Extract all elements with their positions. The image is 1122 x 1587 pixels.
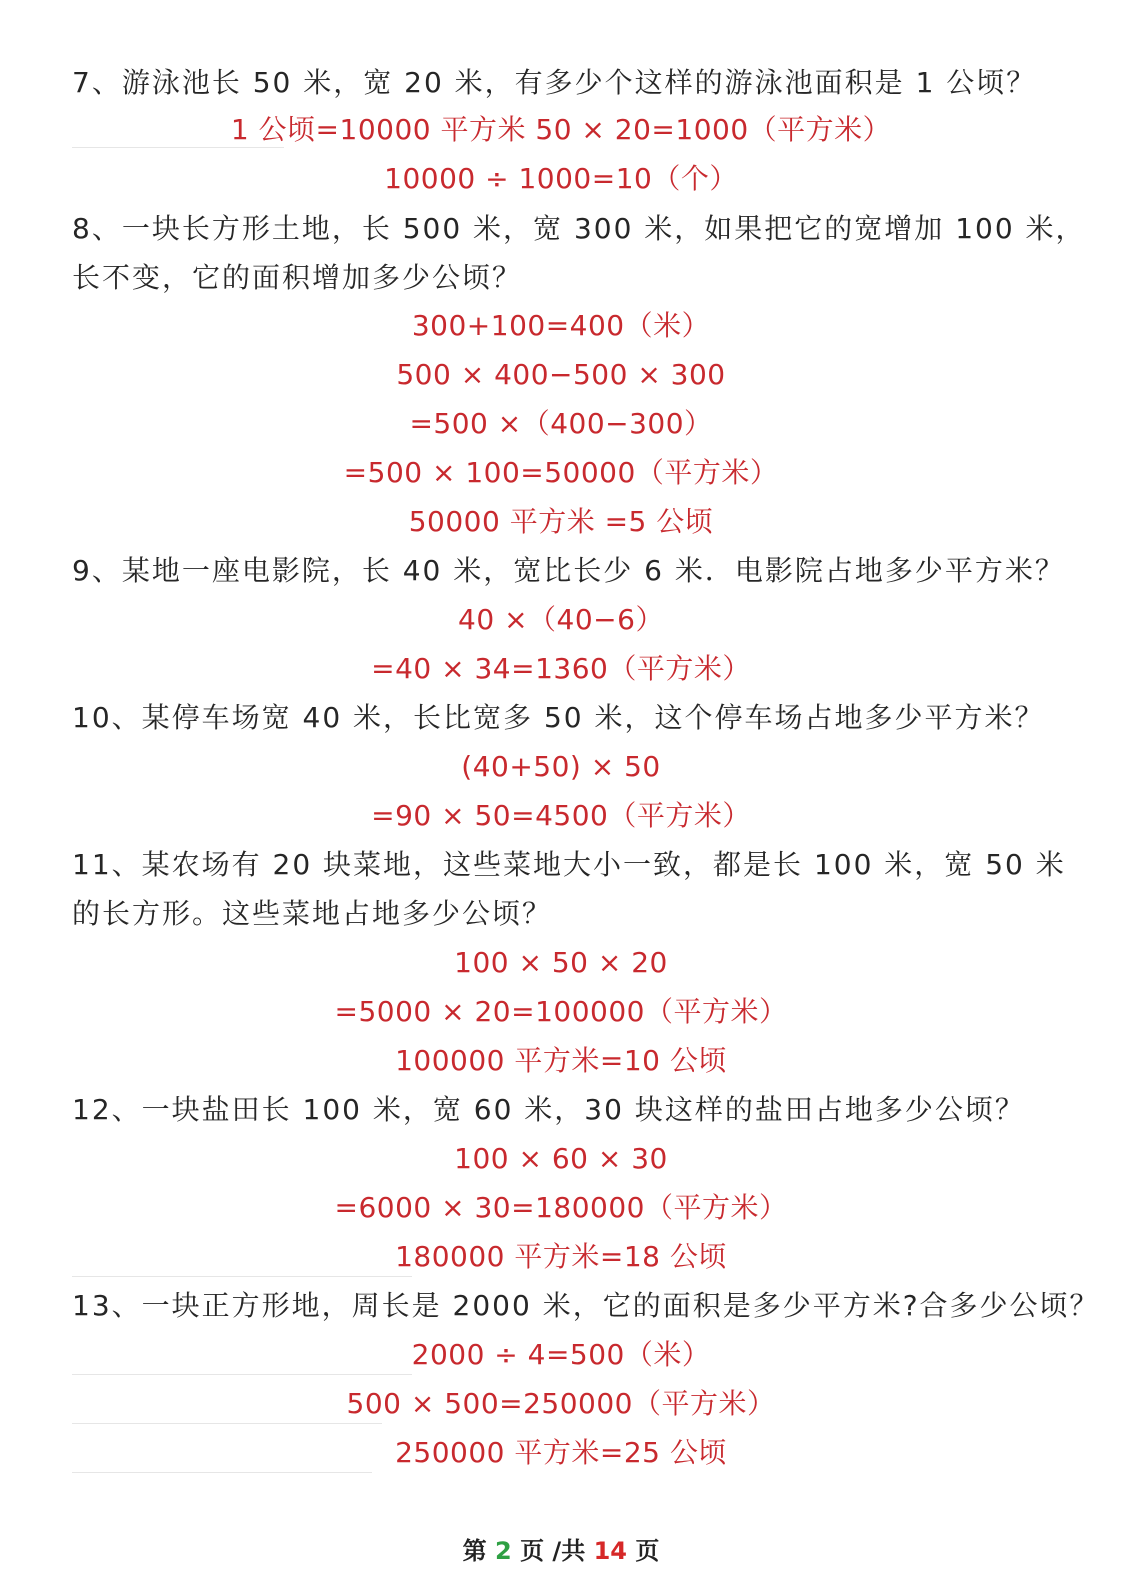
- problem-12-answer-line-1: 100 × 60 × 30: [454, 1142, 668, 1175]
- problem-9-answer-line-1: 40 ×（40−6）: [458, 603, 664, 636]
- total-pages-number: 14: [593, 1537, 627, 1565]
- problem-13-answer-line-3: 250000 平方米=25 公顷: [395, 1436, 727, 1469]
- problem-11-answer-line-2: =5000 × 20=100000（平方米）: [334, 995, 788, 1028]
- problem-7-answer-line-2: 10000 ÷ 1000=10（个）: [384, 162, 738, 195]
- problem-7-answer-line-1: 1 公顷=10000 平方米 50 × 20=1000（平方米）: [230, 113, 892, 146]
- footer-middle: 页 /共: [520, 1537, 586, 1565]
- problem-7-question-line-1: 7、游泳池长 50 米，宽 20 米，有多少个这样的游泳池面积是 1 公顷？: [72, 66, 1037, 99]
- divider-rule: [72, 1472, 372, 1473]
- problem-8-answer-line-5: 50000 平方米 =5 公顷: [408, 505, 714, 538]
- problem-10-question-line-1: 10、某停车场宽 40 米，长比宽多 50 米，这个停车场占地多少平方米？: [72, 701, 1045, 734]
- problem-13-question-line-1: 13、一块正方形地，周长是 2000 米，它的面积是多少平方米?合多少公顷？: [72, 1289, 1100, 1322]
- problem-11-question-line-1: 11、某农场有 20 块菜地，这些菜地大小一致，都是长 100 米，宽 50 米: [72, 848, 1066, 881]
- problem-11-answer-line-3: 100000 平方米=10 公顷: [395, 1044, 727, 1077]
- problem-12-answer-line-2: =6000 × 30=180000（平方米）: [334, 1191, 788, 1224]
- footer-suffix: 页: [635, 1537, 660, 1565]
- problem-8-answer-line-4: =500 × 100=50000（平方米）: [343, 456, 779, 489]
- problem-10-answer-line-1: (40+50) × 50: [461, 750, 661, 783]
- divider-rule: [72, 1374, 412, 1375]
- problem-8-question-line-2: 长不变，它的面积增加多少公顷？: [72, 261, 523, 294]
- footer-prefix: 第: [462, 1537, 487, 1565]
- problem-12-question-line-1: 12、一块盐田长 100 米，宽 60 米，30 块这样的盐田占地多少公顷？: [72, 1093, 1025, 1126]
- problem-8-answer-line-3: =500 ×（400−300）: [409, 407, 713, 440]
- divider-rule: [72, 1276, 412, 1277]
- problem-13-answer-line-2: 500 × 500=250000（平方米）: [346, 1387, 776, 1420]
- problem-8-answer-line-2: 500 × 400−500 × 300: [396, 358, 726, 391]
- problem-11-answer-line-1: 100 × 50 × 20: [454, 946, 668, 979]
- problem-10-answer-line-2: =90 × 50=4500（平方米）: [371, 799, 751, 832]
- problem-9-question-line-1: 9、某地一座电影院，长 40 米，宽比长少 6 米．电影院占地多少平方米？: [72, 554, 1065, 587]
- problem-13-answer-line-1: 2000 ÷ 4=500（米）: [411, 1338, 711, 1371]
- problem-8-answer-line-1: 300+100=400（米）: [411, 309, 711, 342]
- current-page-number: 2: [495, 1537, 512, 1565]
- problem-9-answer-line-2: =40 × 34=1360（平方米）: [371, 652, 751, 685]
- page-footer: [0, 1533, 1122, 1569]
- problem-8-question-line-1: 8、一块长方形土地，长 500 米，宽 300 米，如果把它的宽增加 100 米，: [72, 212, 1086, 245]
- divider-rule: [72, 1423, 382, 1424]
- problem-11-question-line-2: 的长方形。这些菜地占地多少公顷？: [72, 897, 553, 930]
- problem-12-answer-line-3: 180000 平方米=18 公顷: [395, 1240, 727, 1273]
